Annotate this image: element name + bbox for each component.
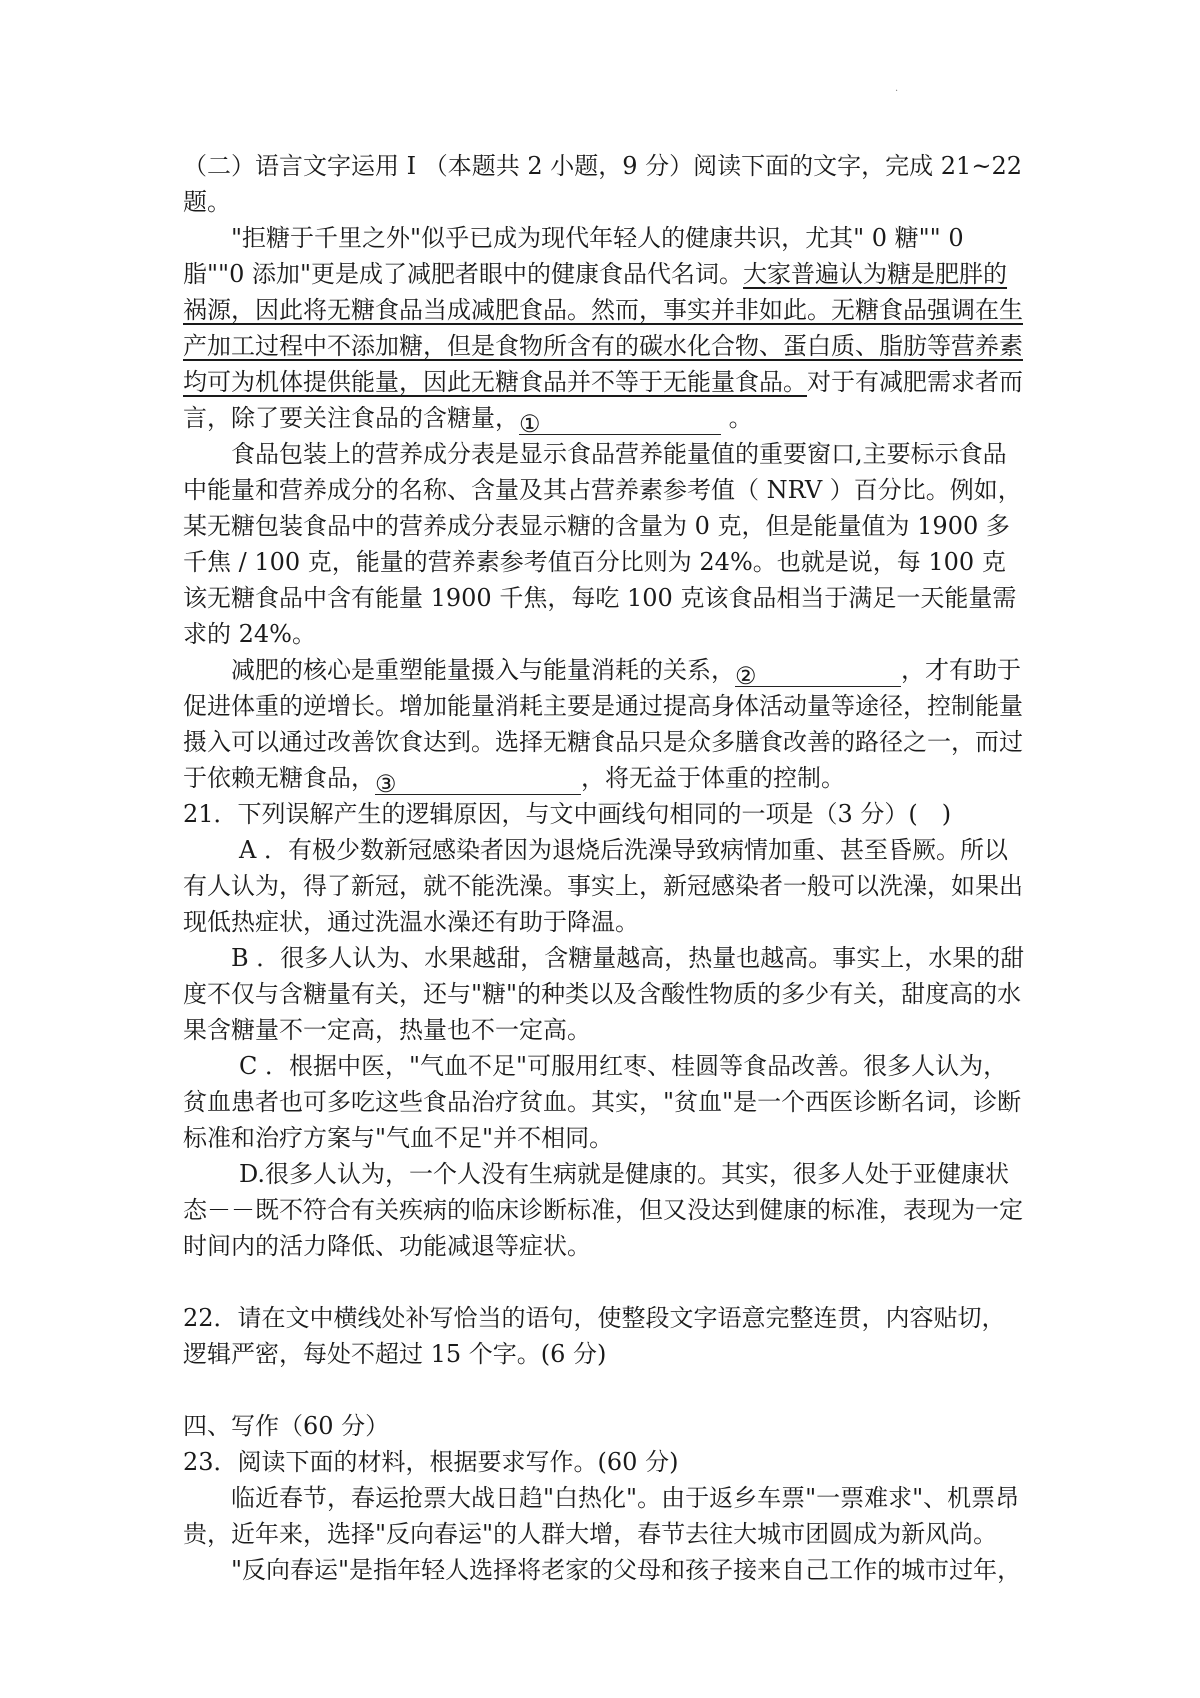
option-a[interactable]: A ．有极少数新冠感染者因为退烧后洗澡导致病情加重、甚至昏厥。所以有人认为，得了新冠，就不能洗澡。事实上，新冠感染者一般可以洗澡，如果出现低热症状，通过洗温水澡还有助于降温。 — [183, 836, 1023, 936]
underlined-sentence: 大家普遍认为糖是肥胖的祸源，因此将无糖食品当成减肥食品。然而，事实并非如此。无糖食品强调在生产加工过程中不添加糖，但是食物所含有的碳水化合物、蛋白质、脂肪等营养素均可为机体提供能量，因此无糖食品并不等于无能量食品。 — [183, 260, 1023, 396]
question-21-stem: 21．下列误解产生的逻辑原因，与文中画线句相同的一项是（3 分）( ) — [183, 800, 952, 828]
passage-text: ，才有助于促进体重的逆增长。增加能量消耗主要是通过提高身体活动量等途径，控制能量摄入可以通过改善饮食达到。选择无糖食品只是众多膳食改善的路径之一，而过于依赖无糖食品， — [183, 656, 1023, 792]
passage-text: 对于有减肥需求者而言，除了要关注食品的含糖量， — [183, 368, 1023, 432]
passage-text: ，将无益于体重的控制。 — [581, 764, 845, 792]
blank-number: ③ — [375, 770, 397, 798]
passage-paragraph-1 — [183, 220, 1025, 436]
material-paragraph-1: 临近春节，春运抢票大战日趋"白热化"。由于返乡车票"一票难求"、机票昂贵，近年来，选择"反向春运"的人群大增，春节去往大城市团圆成为新风尚。 — [183, 1484, 1020, 1548]
passage-paragraph-3 — [183, 652, 1025, 796]
blank-number: ① — [519, 410, 541, 438]
spacer — [183, 1372, 1025, 1408]
question-22-stem: 22．请在文中横线处补写恰当的语句，使整段文字语意完整连贯，内容贴切，逻辑严密，每处不超过 15 个字。(6 分) — [183, 1304, 1006, 1368]
answer-blank-3[interactable] — [375, 766, 581, 798]
option-c[interactable]: C ．根据中医，"气血不足"可服用红枣、桂圆等食品改善。很多人认为，贫血患者也可多吃这些食品治疗贫血。其实，"贫血"是一个西医诊断名词，诊断标准和治疗方案与"气血不足"并不相同。 — [183, 1052, 1022, 1152]
blank-number: ② — [735, 662, 757, 690]
material-paragraph-2: "反向春运"是指年轻人选择将老家的父母和孩子接来自己工作的城市过年， — [231, 1556, 1022, 1584]
passage-text: 。 — [721, 404, 753, 432]
option-d[interactable]: D.很多人认为，一个人没有生病就是健康的。其实，很多人处于亚健康状态－－既不符合有关疾病的临床诊断标准，但又没达到健康的标准，表现为一定时间内的活力降低、功能减退等症状。 — [183, 1160, 1023, 1260]
answer-blank-2[interactable] — [735, 658, 901, 690]
answer-blank-1[interactable] — [519, 406, 721, 438]
section-heading: （二）语言文字运用 Ⅰ （本题共 2 小题，9 分）阅读下面的文字，完成 21~22 题。 — [183, 152, 1022, 216]
exam-page — [183, 148, 1025, 1588]
question-23-stem: 23．阅读下面的材料，根据要求写作。(60 分) — [183, 1448, 679, 1476]
section-heading-writing: 四、写作（60 分） — [183, 1412, 390, 1440]
passage-text: 减肥的核心是重塑能量摄入与能量消耗的关系， — [231, 656, 735, 684]
passage-paragraph-2: 食品包装上的营养成分表是显示食品营养能量值的重要窗口,主要标示食品中能量和营养成分的名称、含量及其占营养素参考值（ NRV ）百分比。例如，某无糖包装食品中的营养成分表显示糖的含量为 0 克，但是能量值为 1900 多千焦 / 100 克，能量的营养素参考值百分比则为 24%。也就是说，每 100 克该无糖食品中含有能量 1900 千焦，每吃 100 克该食品相当于满足一天能量需求的 24%。 — [183, 440, 1022, 648]
option-b[interactable]: B ．很多人认为、水果越甜，含糖量越高，热量也越高。事实上，水果的甜度不仅与含糖量有关，还与"糖"的种类以及含酸性物质的多少有关，甜度高的水果含糖量不一定高，热量也不一定高。 — [183, 944, 1025, 1044]
spacer — [183, 1264, 1025, 1300]
page-mark: · — [895, 86, 899, 97]
passage-text: "拒糖于千里之外"似乎已成为现代年轻人的健康共识，尤其" 0 糖"" 0 脂""0 添加"更是成了减肥者眼中的健康食品代名词。 — [183, 224, 964, 288]
